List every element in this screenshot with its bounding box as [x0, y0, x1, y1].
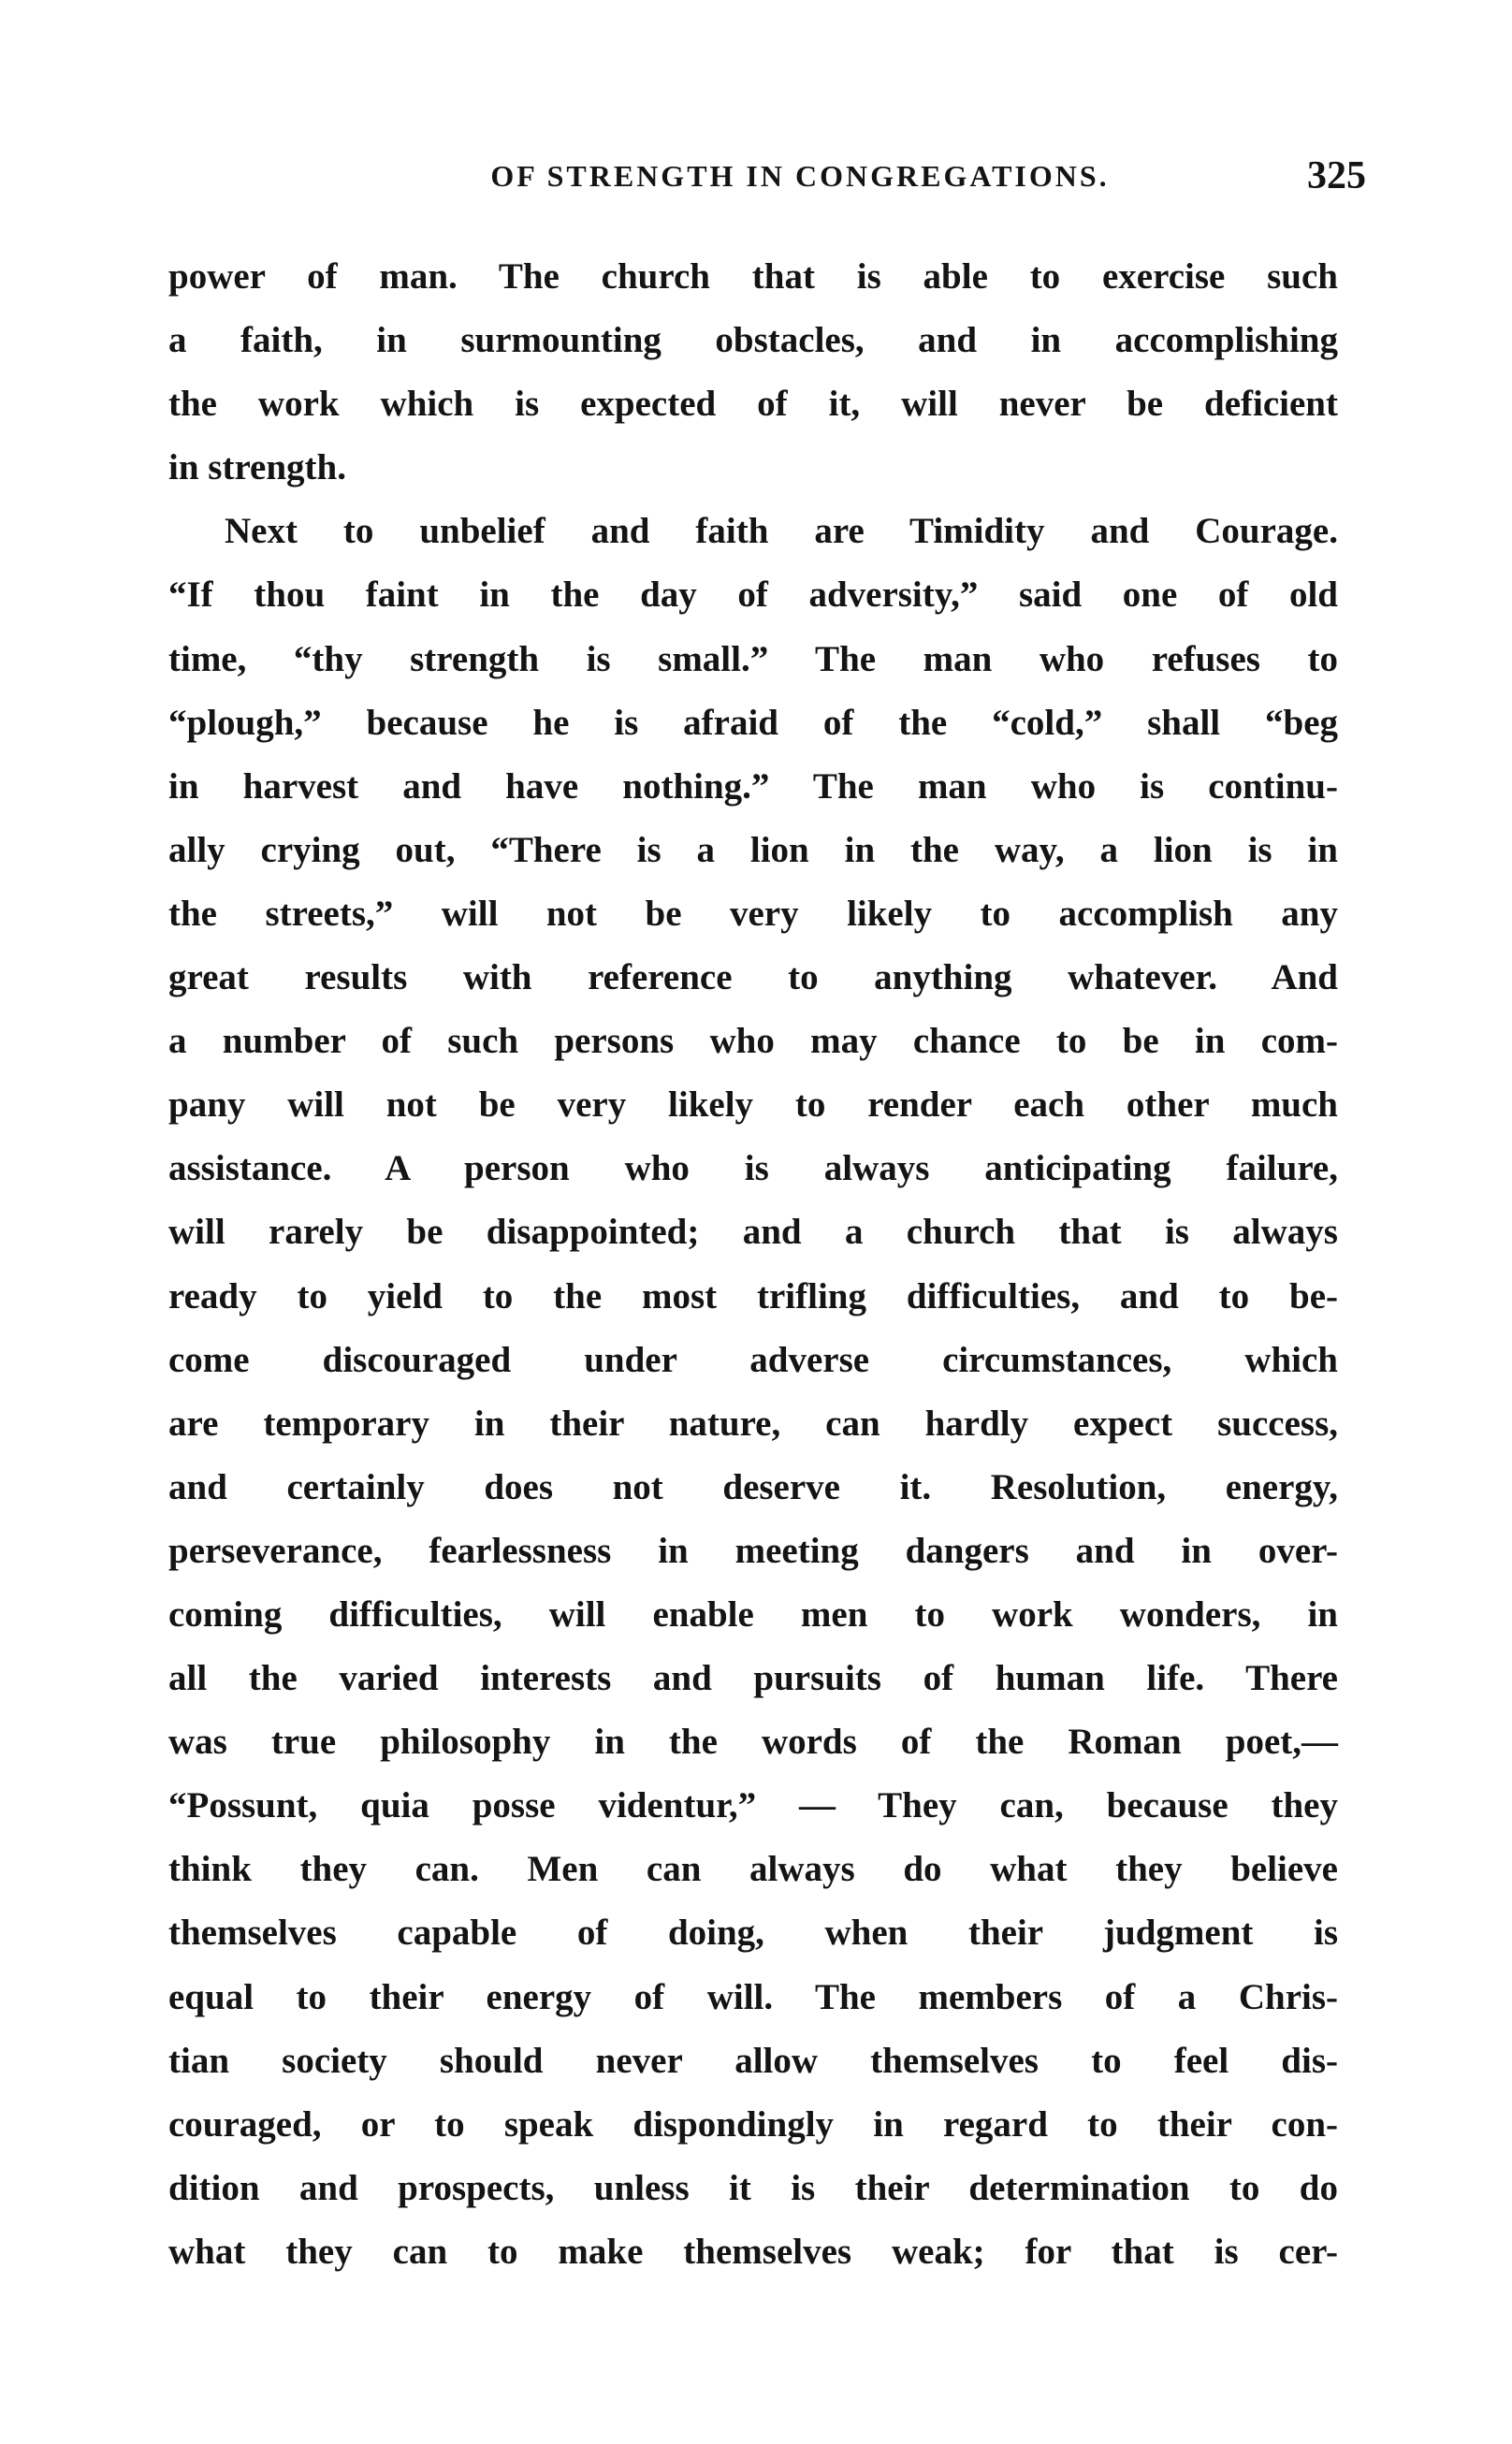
text-line: and certainly does not deserve it. Resolution, energy,	[168, 1466, 1338, 1507]
text-line: tian society should never allow themselves to feel dis-	[168, 2040, 1338, 2081]
text-line: the streets,” will not be very likely to accomplish any	[168, 893, 1338, 934]
text-line: a number of such persons who may chance to be in com-	[168, 1021, 1338, 1062]
text-line: think they can. Men can always do what they believe	[168, 1849, 1338, 1890]
text-line: all the varied interests and pursuits of human life. There	[168, 1658, 1338, 1699]
running-title: OF STRENGTH IN CONGREGATIONS.	[490, 159, 1110, 193]
page-number: 325	[1307, 154, 1366, 197]
text-line: coming difficulties, will enable men to work wonders, in	[168, 1593, 1338, 1635]
text-line: a faith, in surmounting obstacles, and in accomplishing	[168, 320, 1338, 361]
running-head	[168, 154, 1366, 215]
body-text	[168, 245, 1338, 2284]
text-line: “If thou faint in the day of adversity,” said one of old	[168, 575, 1338, 616]
text-line: come discouraged under adverse circumstances, which	[168, 1339, 1338, 1380]
text-line: will rarely be disappointed; and a church that is always	[168, 1212, 1338, 1253]
text-line: themselves capable of doing, when their judgment is	[168, 1913, 1338, 1954]
text-line: what they can to make themselves weak; for that is cer-	[168, 2231, 1338, 2272]
text-line: assistance. A person who is always anticipating failure,	[168, 1148, 1338, 1189]
text-line: great results with reference to anything whatever. And	[168, 957, 1338, 998]
text-line: couraged, or to speak dispondingly in regard to their con-	[168, 2103, 1338, 2145]
text-line: perseverance, fearlessness in meeting dangers and in over-	[168, 1530, 1338, 1571]
text-line: was true philosophy in the words of the Roman poet,—	[168, 1722, 1338, 1763]
text-line: the work which is expected of it, will never be deficient	[168, 384, 1338, 425]
text-line: ready to yield to the most trifling difficulties, and to be-	[168, 1275, 1338, 1317]
text-line: in harvest and have nothing.” The man who is continu-	[168, 765, 1338, 807]
text-line: in strength.	[168, 447, 346, 488]
text-line: ally crying out, “There is a lion in the way, a lion is in	[168, 829, 1338, 870]
text-line: pany will not be very likely to render each other much	[168, 1084, 1338, 1126]
text-line: “plough,” because he is afraid of the “cold,” shall “beg	[168, 702, 1338, 743]
text-line: dition and prospects, unless it is their determination to do	[168, 2167, 1338, 2208]
text-line: time, “thy strength is small.” The man who refuses to	[168, 638, 1338, 679]
text-line: are temporary in their nature, can hardly expect success,	[168, 1403, 1338, 1444]
text-line: “Possunt, quia posse videntur,” — They can, because they	[168, 1785, 1338, 1826]
text-line: power of man. The church that is able to exercise such	[168, 256, 1338, 297]
text-line: Next to unbelief and faith are Timidity and Courage.	[225, 511, 1338, 552]
text-line: equal to their energy of will. The members of a Chris-	[168, 1976, 1338, 2017]
